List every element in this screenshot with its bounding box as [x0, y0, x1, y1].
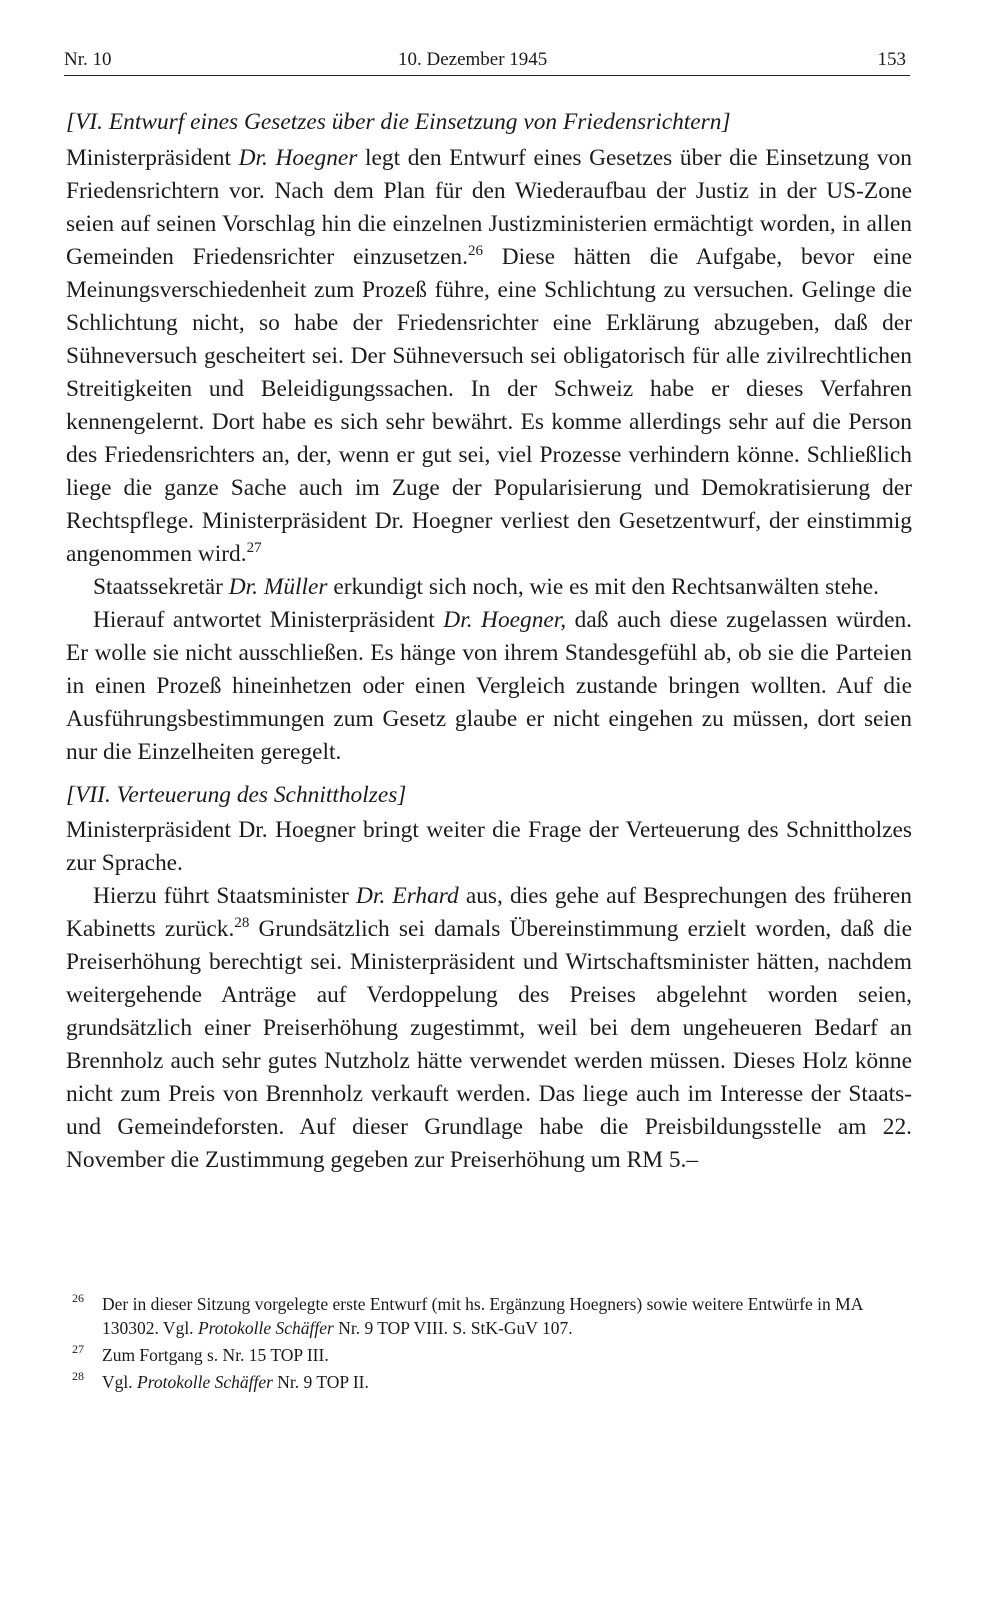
paragraph: Staatssekretär Dr. Müller erkundigt sich noch, wie es mit den Rechtsanwälten stehe. [93, 574, 880, 600]
paragraph: Hierauf antwortet Ministerpräsident Dr. Hoegner, daß auch diese zugelassen würden. Er wolle sie nicht ausschließen. Es hänge von ihrem Standesgefühl ab, ob sie die Parteien in einen Prozeß hineinhetzen oder einen Vergleich zustande bringen wollten. Auf die Ausführungsbestimmungen zum Gesetz glaube er nicht eingehen zu müssen, dort seien nur die Einzelheiten geregelt. [66, 607, 912, 765]
footnote-number: 26 [72, 1291, 84, 1305]
paragraph: Hierzu führt Staatsminister Dr. Erhard aus, dies gehe auf Besprechungen des früheren Kabinetts zurück.$^{28}$ Grundsätzlich sei damals Übereinstimmung erzielt worden, daß die Preiserhöhung berechtigt sei. Ministerpräsident und Wirtschaftsminister hätten, nachdem weitergehende Anträge auf Verdoppelung des Preises abgelehnt worden seien, grundsätzlich einer Preiserhöhung zugestimmt, weil bei dem ungeheueren Bedarf an Brennholz auch sehr gutes Nutzholz hätte verwendet werden müssen. Dieses Holz könne nicht zum Preis von Brennholz verkauft werden. Das liege auch im Interesse der Staats- und Gemeindeforsten. Auf dieser Grundlage habe die Preisbildungsstelle am 22. November die Zustimmung gegeben zur Preiserhöhung um RM 5.– [66, 883, 912, 1173]
footnote-ref[interactable]: 28 [234, 915, 250, 931]
footnote: 28 Vgl. Protokolle Schäffer Nr. 9 TOP II. [72, 1370, 912, 1394]
footnote-number: 27 [72, 1342, 84, 1356]
paragraph: Ministerpräsident Dr. Hoegner bringt weiter die Frage der Verteuerung des Schnittholzes zur Sprache. [66, 817, 912, 876]
footnote: 27 Zum Fortgang s. Nr. 15 TOP III. [72, 1343, 912, 1367]
section-heading-vi: [VI. Entwurf eines Gesetzes über die Einsetzung von Friedensrichtern] [66, 109, 731, 135]
document-number: Nr. 10 [64, 49, 112, 70]
main-text [66, 106, 912, 1177]
page-header [64, 45, 910, 76]
document-date: 10. Dezember 1945 [398, 49, 548, 70]
footnote: 26 Der in dieser Sitzung vorgelegte erste Entwurf (mit hs. Ergänzung Hoegners) sowie weitere Entwürfe in MA 130302. Vgl. Protokolle Schäffer Nr. 9 TOP VIII. S. StK-GuV 107. [72, 1292, 912, 1340]
page-number: 153 [877, 49, 906, 70]
footnote-ref[interactable]: 26 [467, 243, 483, 259]
footnote-number: 28 [72, 1369, 84, 1383]
section-heading-vii: [VII. Verteuerung des Schnittholzes] [66, 782, 407, 808]
footnotes [72, 1292, 912, 1397]
paragraph: Ministerpräsident Dr. Hoegner legt den Entwurf eines Gesetzes über die Einsetzung von Friedensrichtern vor. Nach dem Plan für den Wiederaufbau der Justiz in der US-Zone seien auf seinen Vorschlag hin die einzelnen Justizministerien ermächtigt worden, in allen Gemeinden Friedensrichter einzusetzen.$^{26}$ Diese hätten die Aufgabe, bevor eine Meinungsverschiedenheit zum Prozeß führe, eine Schlichtung zu versuchen. Gelinge die Schlichtung nicht, so habe der Friedensrichter eine Erklärung abzugeben, daß der Sühneversuch gescheitert sei. Der Sühneversuch sei obligatorisch für alle zivilrechtlichen Streitigkeiten und Beleidigungssachen. In der Schweiz habe er dieses Verfahren kennengelernt. Dort habe es sich sehr bewährt. Es komme allerdings sehr auf die Person des Friedensrichters an, der, wenn er gut sei, viel Prozesse verhindern könne. Schließlich liege die ganze Sache auch im Zuge der Popularisierung und Demokratisierung der Rechtspflege. Ministerpräsident Dr. Hoegner verliest den Gesetzentwurf, der einstimmig angenommen wird.$^{27}$ [66, 145, 913, 567]
footnote-ref[interactable]: 27 [246, 540, 262, 556]
